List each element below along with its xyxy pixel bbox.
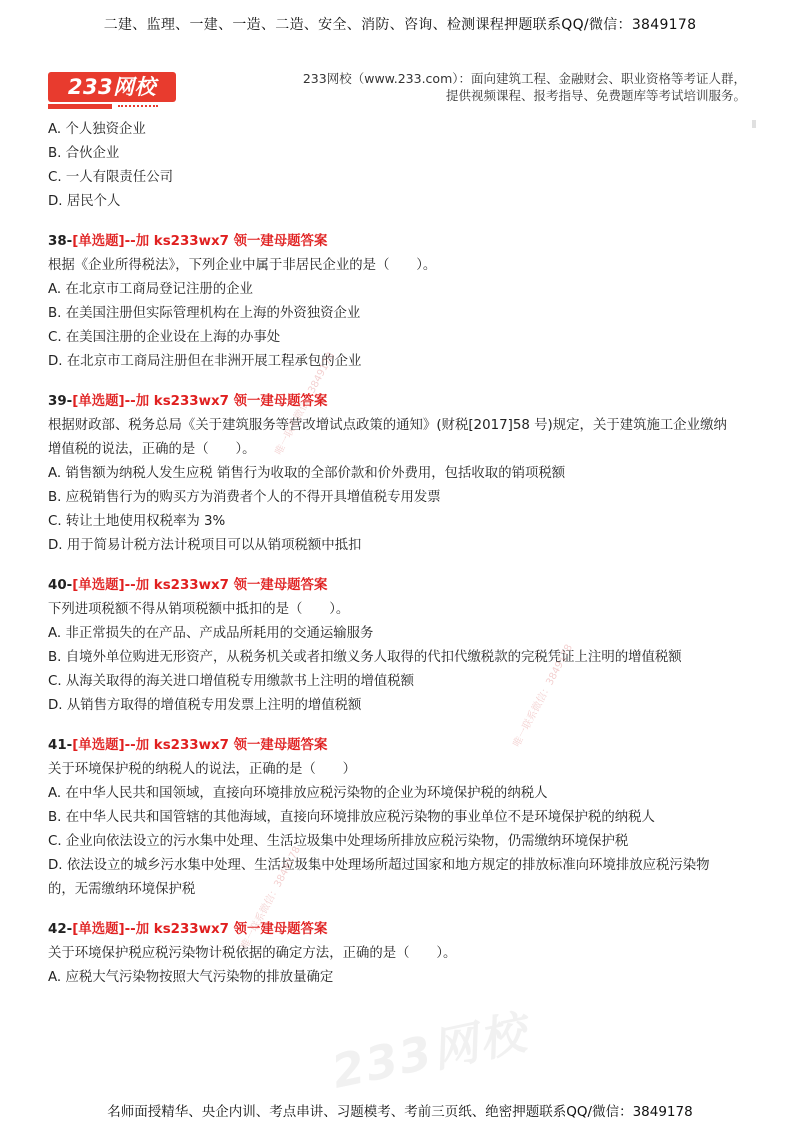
question-tag: [单选题]--加 ks233wx7 领一建母题答案 bbox=[72, 394, 328, 409]
option: B. 在美国注册但实际管理机构在上海的外资独资企业 bbox=[48, 306, 361, 321]
option: D. 在北京市工商局注册但在非洲开展工程承包的企业 bbox=[48, 354, 362, 369]
option: C. 在美国注册的企业设在上海的办事处 bbox=[48, 330, 281, 345]
question-number: 39- bbox=[48, 394, 73, 409]
header-info bbox=[303, 70, 746, 104]
question-tag: [单选题]--加 ks233wx7 领一建母题答案 bbox=[72, 578, 328, 593]
logo: 233网校 bbox=[48, 72, 176, 102]
watermark-diagonal: 唯一联系微信：3849178 bbox=[273, 350, 338, 458]
page-header bbox=[48, 66, 752, 118]
question-number: 42- bbox=[48, 922, 73, 937]
option: D. 用于简易计税方法计税项目可以从销项税额中抵扣 bbox=[48, 538, 362, 553]
question-stem: 增值税的说法，正确的是（ ）。 bbox=[48, 442, 256, 457]
question-title bbox=[48, 918, 760, 942]
question-tag: [单选题]--加 ks233wx7 领一建母题答案 bbox=[72, 234, 328, 249]
watermark-diagonal: 唯一联系微信：3849178 bbox=[239, 844, 304, 952]
option: D. 居民个人 bbox=[48, 194, 121, 209]
question-stem: 根据财政部、税务总局《关于建筑服务等营改增试点政策的通知》(财税[2017]58 号)规定，关于建筑施工企业缴纳 bbox=[48, 418, 727, 433]
option: C. 从海关取得的海关进口增值税专用缴款书上注明的增值税额 bbox=[48, 674, 415, 689]
logo-dots bbox=[118, 105, 158, 110]
option: C. 一人有限责任公司 bbox=[48, 170, 173, 185]
question-stem: 关于环境保护税的纳税人的说法，正确的是（ ） bbox=[48, 762, 356, 777]
option: A. 应税大气污染物按照大气污染物的排放量确定 bbox=[48, 970, 334, 985]
question-stem: 关于环境保护税应税污染物计税依据的确定方法，正确的是（ ）。 bbox=[48, 946, 457, 961]
option: B. 合伙企业 bbox=[48, 146, 120, 161]
option: C. 转让土地使用权税率为 3% bbox=[48, 514, 226, 529]
top-banner: 二建、监理、一建、一造、二造、安全、消防、咨询、检测课程押题联系QQ/微信：3849178 bbox=[103, 17, 697, 33]
option: B. 自境外单位购进无形资产，从税务机关或者扣缴义务人取得的代扣代缴税款的完税凭证上注明的增值税额 bbox=[48, 650, 682, 665]
question-number: 41- bbox=[48, 738, 73, 753]
question-38 bbox=[48, 230, 760, 374]
header-info-line1: 233网校（www.233.com）：面向建筑工程、金融财会、职业资格等考证人群， bbox=[302, 71, 746, 86]
question-title bbox=[48, 390, 760, 414]
option: A. 销售额为纳税人发生应税 销售行为收取的全部价款和价外费用，包括收取的销项税额 bbox=[48, 466, 566, 481]
question-stem: 下列进项税额不得从销项税额中抵扣的是（ ）。 bbox=[48, 602, 350, 617]
header-info-line2: 提供视频课程、报考指导、免费题库等考试培训服务。 bbox=[445, 88, 746, 103]
watermark-diagonal: 唯一联系微信：3849178 bbox=[511, 642, 576, 750]
question-40 bbox=[48, 574, 760, 718]
question-39 bbox=[48, 390, 760, 558]
option: D. 依法设立的城乡污水集中处理、生活垃圾集中处理场所超过国家和地方规定的排放标准向环境排放应税污染物 bbox=[48, 858, 710, 873]
question-title bbox=[48, 734, 760, 758]
footer-banner: 名师面授精华、央企内训、考点串讲、习题模考、考前三页纸、绝密押题联系QQ/微信：3849178 bbox=[107, 1104, 693, 1120]
watermark-logo: 233网校 bbox=[327, 1004, 533, 1099]
option: A. 个人独资企业 bbox=[48, 122, 146, 137]
question-stem: 根据《企业所得税法》，下列企业中属于非居民企业的是（ ）。 bbox=[48, 258, 437, 273]
question-tag: [单选题]--加 ks233wx7 领一建母题答案 bbox=[72, 922, 328, 937]
question-title bbox=[48, 574, 760, 598]
logo-underline bbox=[48, 104, 112, 109]
option: B. 在中华人民共和国管辖的其他海域，直接向环境排放应税污染物的事业单位不是环境保护税的纳税人 bbox=[48, 810, 655, 825]
document-body bbox=[48, 118, 760, 990]
option: D. 从销售方取得的增值税专用发票上注明的增值税额 bbox=[48, 698, 362, 713]
option: B. 应税销售行为的购买方为消费者个人的不得开具增值税专用发票 bbox=[48, 490, 441, 505]
question-42 bbox=[48, 918, 760, 990]
option: A. 非正常损失的在产品、产成品所耗用的交通运输服务 bbox=[48, 626, 374, 641]
question-number: 38- bbox=[48, 234, 73, 249]
option: A. 在北京市工商局登记注册的企业 bbox=[48, 282, 253, 297]
option-continuation: 的，无需缴纳环境保护税 bbox=[48, 882, 196, 897]
option: A. 在中华人民共和国领域，直接向环境排放应税污染物的企业为环境保护税的纳税人 bbox=[48, 786, 548, 801]
option: C. 企业向依法设立的污水集中处理、生活垃圾集中处理场所排放应税污染物，仍需缴纳环境保护税 bbox=[48, 834, 629, 849]
question-number: 40- bbox=[48, 578, 73, 593]
question-title bbox=[48, 230, 760, 254]
question-41 bbox=[48, 734, 760, 902]
question-tag: [单选题]--加 ks233wx7 领一建母题答案 bbox=[72, 738, 328, 753]
prev-question-options bbox=[48, 118, 760, 214]
